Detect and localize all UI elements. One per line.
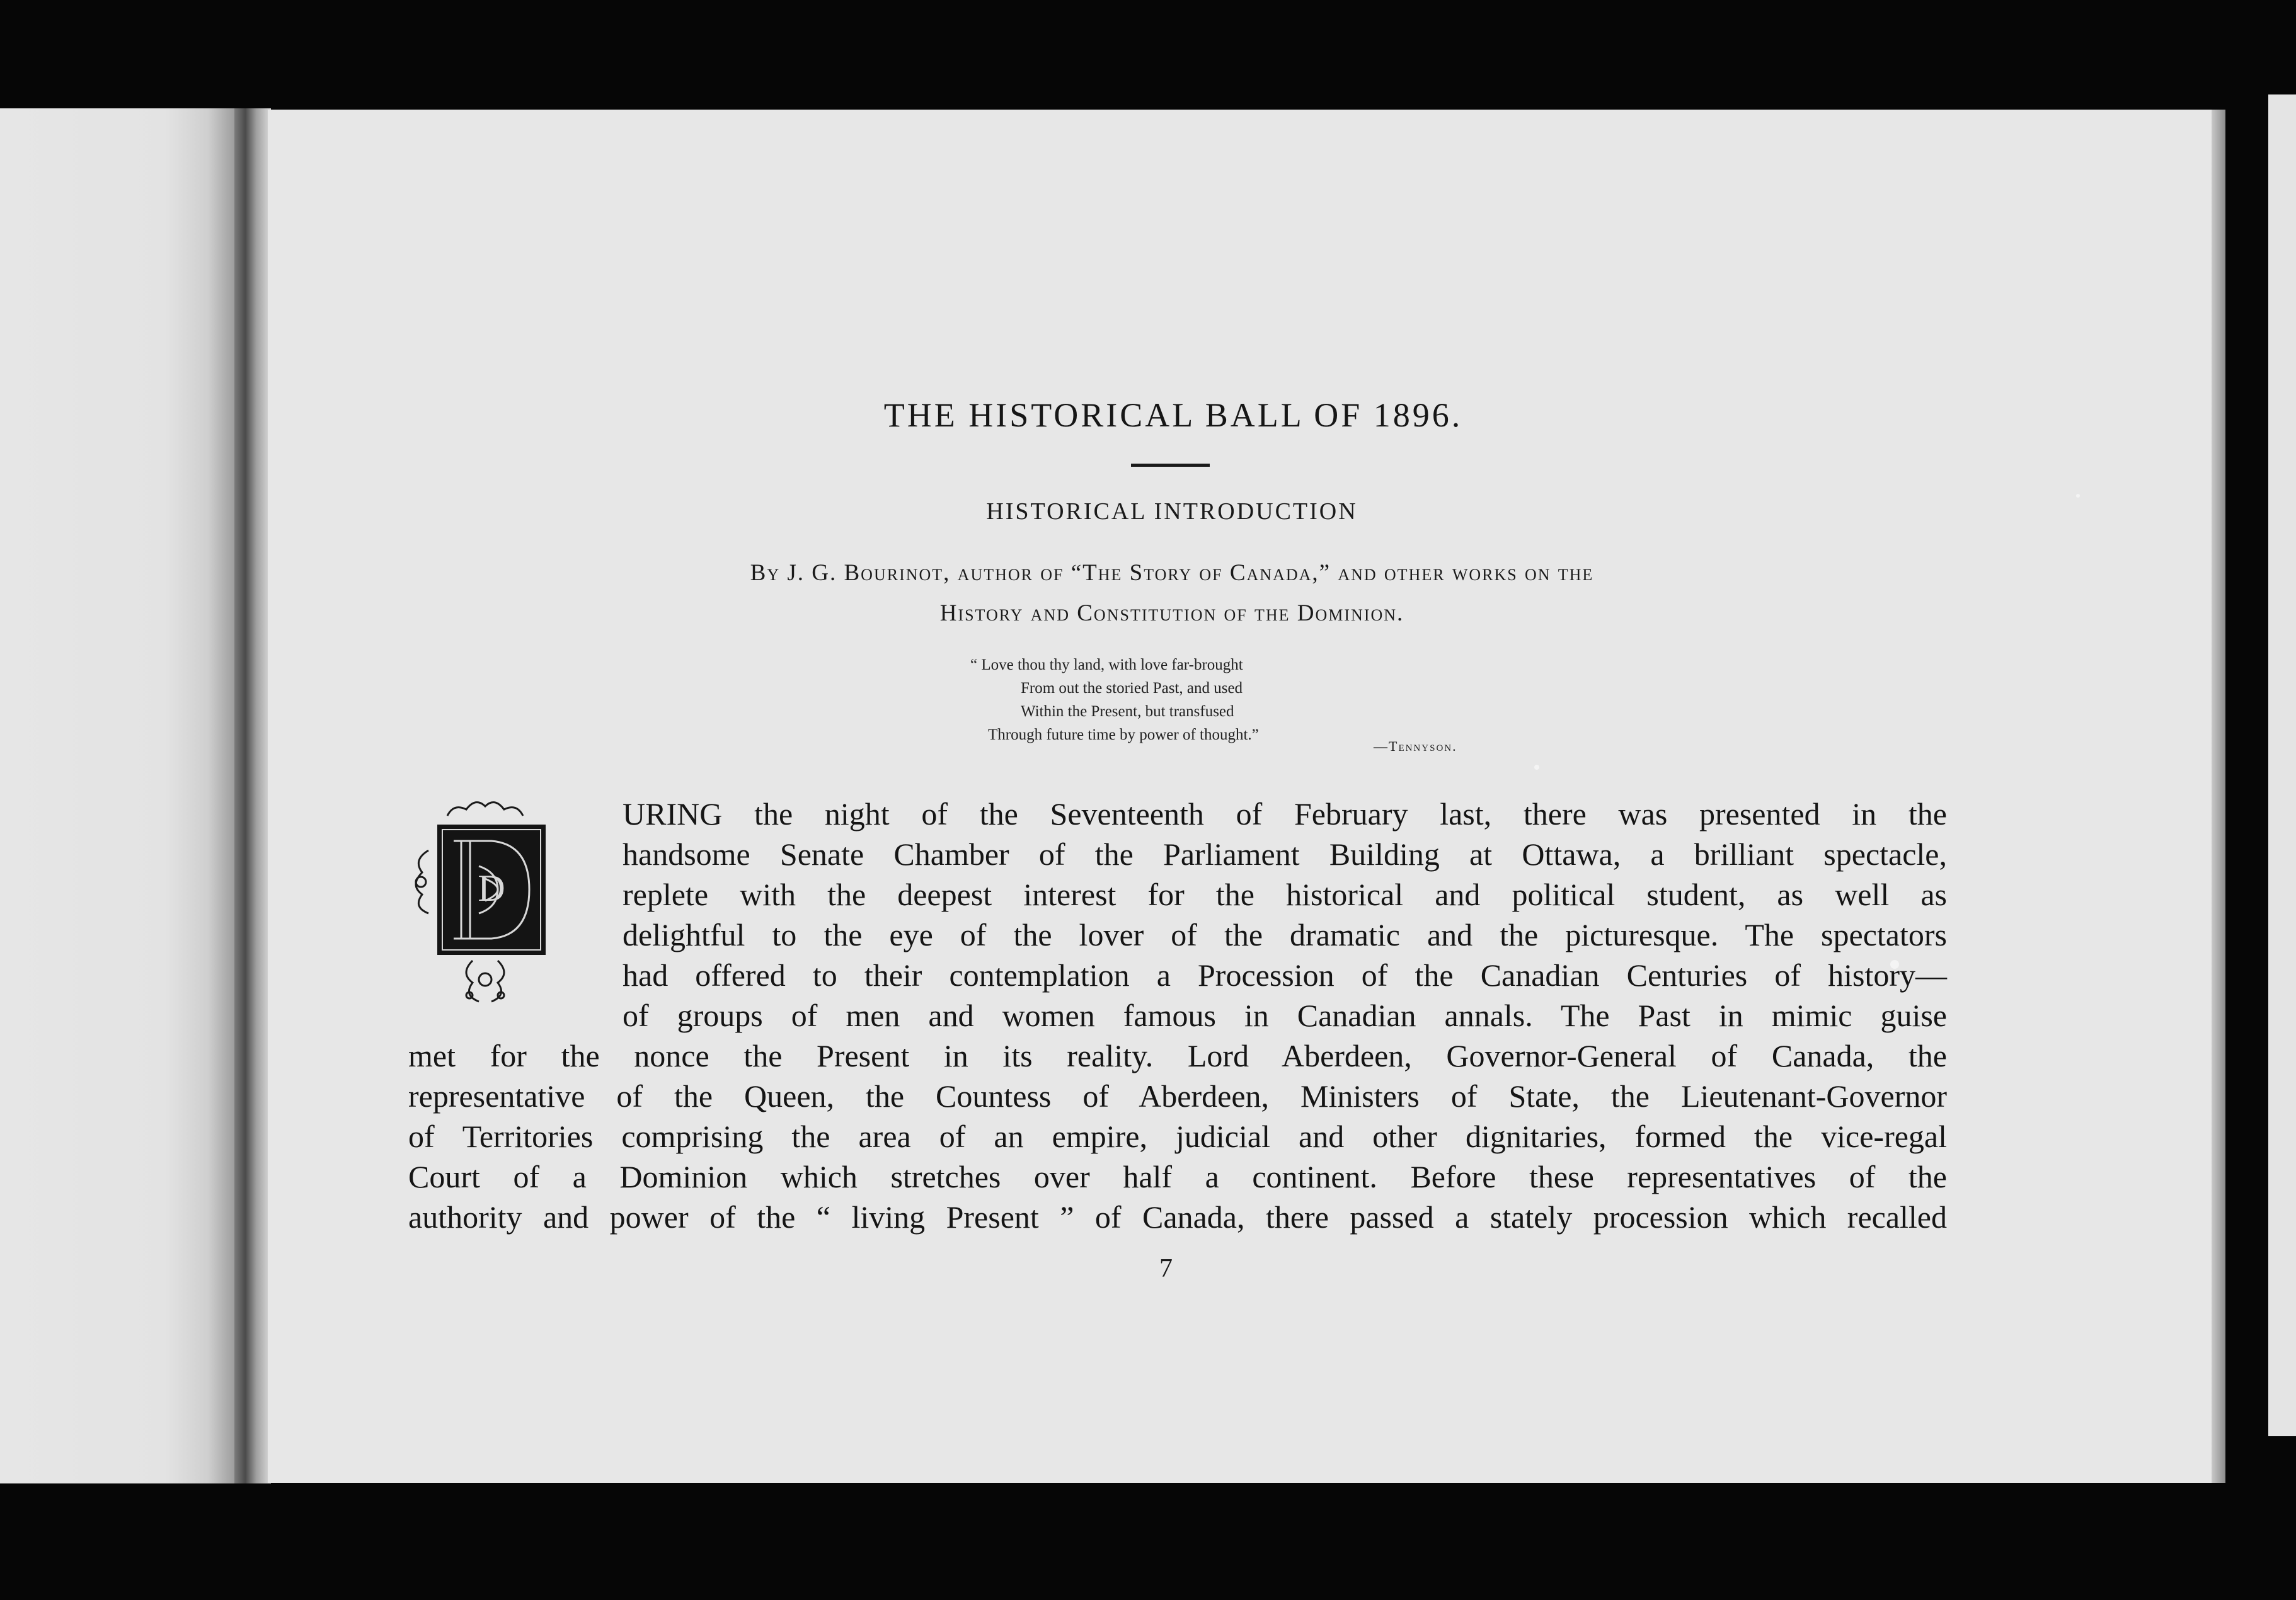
- epigraph-line: From out the storied Past, and used: [1021, 680, 1243, 697]
- body-line: had offered to their contemplation a Procession of the Canadian Centuries of history—: [623, 957, 1947, 993]
- epigraph: [970, 653, 1399, 746]
- page-right-edge: [2212, 110, 2225, 1483]
- epigraph-attribution: —Tennyson.: [1374, 738, 1457, 754]
- page-title: THE HISTORICAL BALL OF 1896.: [883, 396, 1463, 434]
- body-line: handsome Senate Chamber of the Parliament Building at Ottawa, a brilliant spectacle,: [623, 837, 1947, 872]
- body-line: met for the nonce the Present in its reality. Lord Aberdeen, Governor-General of Canada, the: [408, 1038, 1947, 1073]
- next-page-strip: [2268, 94, 2296, 1436]
- body-line: delightful to the eye of the lover of the dramatic and the picturesque. The spectators: [623, 917, 1947, 952]
- section-subtitle: HISTORICAL INTRODUCTION: [986, 498, 1358, 525]
- body-line: of groups of men and women famous in Canadian annals. The Past in mimic guise: [623, 998, 1947, 1033]
- ornamental-drop-cap: [403, 791, 567, 1011]
- left-page-edge: [0, 108, 236, 1483]
- epigraph-line: Through future time by power of thought.”: [988, 726, 1259, 743]
- paper-speck: [1534, 765, 1539, 770]
- author-byline: [567, 553, 1777, 634]
- body-line: replete with the deepest interest for the historical and political student, as well as: [623, 877, 1947, 912]
- epigraph-line: Within the Present, but transfused: [1021, 703, 1234, 720]
- byline-line: By J. G. Bourinot, author of “The Story of Canada,” and other works on the: [750, 560, 1594, 586]
- body-line: Court of a Dominion which stretches over half a continent. Before these representatives of the: [408, 1159, 1947, 1194]
- body-line: authority and power of the “ living Present ” of Canada, there passed a stately procession which recalled: [408, 1199, 1947, 1235]
- book-gutter: [234, 108, 271, 1483]
- byline-line: History and Constitution of the Dominion.: [939, 600, 1404, 626]
- title-rule: [1131, 464, 1210, 467]
- page-number: 7: [1159, 1254, 1173, 1283]
- body-line: of Territories comprising the area of an empire, judicial and other dignitaries, formed the vice-regal: [408, 1119, 1947, 1154]
- epigraph-line: “ Love thou thy land, with love far-brought: [970, 656, 1243, 673]
- body-line: representative of the Queen, the Countess of Aberdeen, Ministers of State, the Lieutenant-Governor: [408, 1078, 1947, 1114]
- drop-cap-letter: D: [478, 867, 505, 909]
- body-line: URING the night of the Seventeenth of February last, there was presented in the: [623, 796, 1947, 831]
